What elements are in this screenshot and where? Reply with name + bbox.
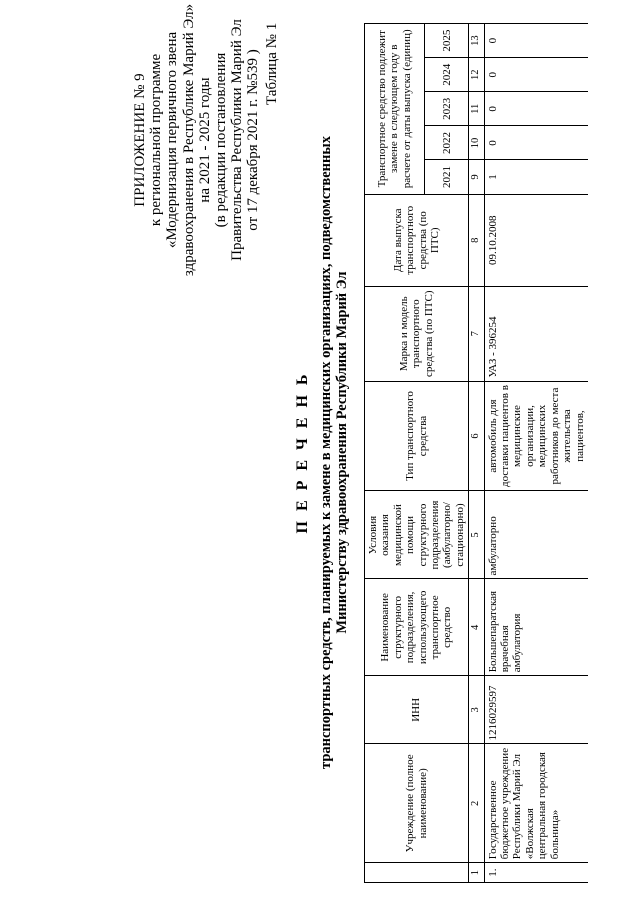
row-model: УАЗ - 396254 — [484, 286, 588, 381]
column-number: 13 — [469, 24, 484, 58]
column-number: 11 — [469, 92, 484, 126]
subtitle-line: Министерству здравоохранения Республики Марий Эл — [334, 271, 350, 634]
header-year: 2022 — [425, 126, 469, 160]
header-division: Наименование структурного подразделения, использующего транспортное средство — [365, 579, 469, 676]
header-year: 2025 — [425, 24, 469, 58]
header-date: Дата выпуска транспортного средства (по ПТС) — [365, 194, 469, 286]
column-number: 4 — [469, 579, 484, 676]
header-num — [365, 863, 469, 883]
column-number: 2 — [469, 744, 484, 863]
row-inn: 1216029597 — [484, 676, 588, 744]
appendix-line: Правительства Республики Марий Эл — [229, 19, 246, 261]
header-year: 2023 — [425, 92, 469, 126]
vehicles-table — [364, 23, 588, 883]
header-institution: Учреждение (полное наименование) — [365, 744, 469, 863]
subtitle-line: транспортных средств, планируемых к замене в медицинских организациях, подведомственных — [318, 136, 334, 769]
appendix-line: «Модернизация первичного звена — [164, 31, 181, 249]
header-conditions: Условия оказания медицинской помощи структурного подразделения (амбулаторно/стационарно) — [365, 491, 469, 579]
row-2023: 0 — [484, 92, 588, 126]
row-2021: 1 — [484, 160, 588, 194]
row-institution: Государственное бюджетное учреждение Республики Марий Эл «Волжская центральная городская больница» — [484, 744, 588, 863]
column-number: 6 — [469, 381, 484, 491]
column-number: 8 — [469, 194, 484, 286]
header-year: 2024 — [425, 58, 469, 92]
column-number: 1 — [469, 863, 484, 883]
appendix-order-line: от 17 декабря 2021 г. №539 ) — [245, 49, 262, 231]
document-title: П Е Р Е Ч Е Н Ь — [294, 371, 311, 534]
row-division: Большепаратская врачебная амбулатория — [484, 579, 588, 676]
column-number: 3 — [469, 676, 484, 744]
table-label: Таблица № 1 — [264, 22, 280, 105]
row-2024: 0 — [484, 58, 588, 92]
column-numbers-row — [469, 24, 484, 883]
header-replacement-group: Транспортное средство подлежит замене в следующем году в расчете от даты выпуска (единиц) — [365, 24, 425, 195]
row-vehicle-type: автомобиль для доставки пациентов в медицинские организации, медицинских работников до места жительства пациентов, — [484, 381, 588, 491]
header-model: Марка и модель транспортного средства (по ПТС) — [365, 286, 469, 381]
column-number: 7 — [469, 286, 484, 381]
row-num: 1. — [484, 863, 588, 883]
document-subtitle — [318, 40, 350, 865]
appendix-line: здравоохранения в Республике Марий Эл» — [180, 3, 197, 277]
row-date: 09.10.2008 — [484, 194, 588, 286]
appendix-line: к региональной программе — [148, 53, 165, 227]
header-vehicle-type: Тип транспортного средства — [365, 381, 469, 491]
column-number: 9 — [469, 160, 484, 194]
appendix-line: на 2021 - 2025 годы — [196, 77, 213, 203]
table-row — [484, 24, 588, 883]
column-number: 5 — [469, 491, 484, 579]
header-year: 2021 — [425, 160, 469, 194]
row-conditions: амбулаторно — [484, 491, 588, 579]
row-2022: 0 — [484, 126, 588, 160]
row-2025: 0 — [484, 24, 588, 58]
appendix-line: (в редакции постановления — [213, 52, 230, 228]
appendix-block — [132, 0, 262, 280]
column-number: 12 — [469, 58, 484, 92]
header-inn: ИНН — [365, 676, 469, 744]
column-number: 10 — [469, 126, 484, 160]
appendix-title: ПРИЛОЖЕНИЕ № 9 — [132, 73, 148, 207]
